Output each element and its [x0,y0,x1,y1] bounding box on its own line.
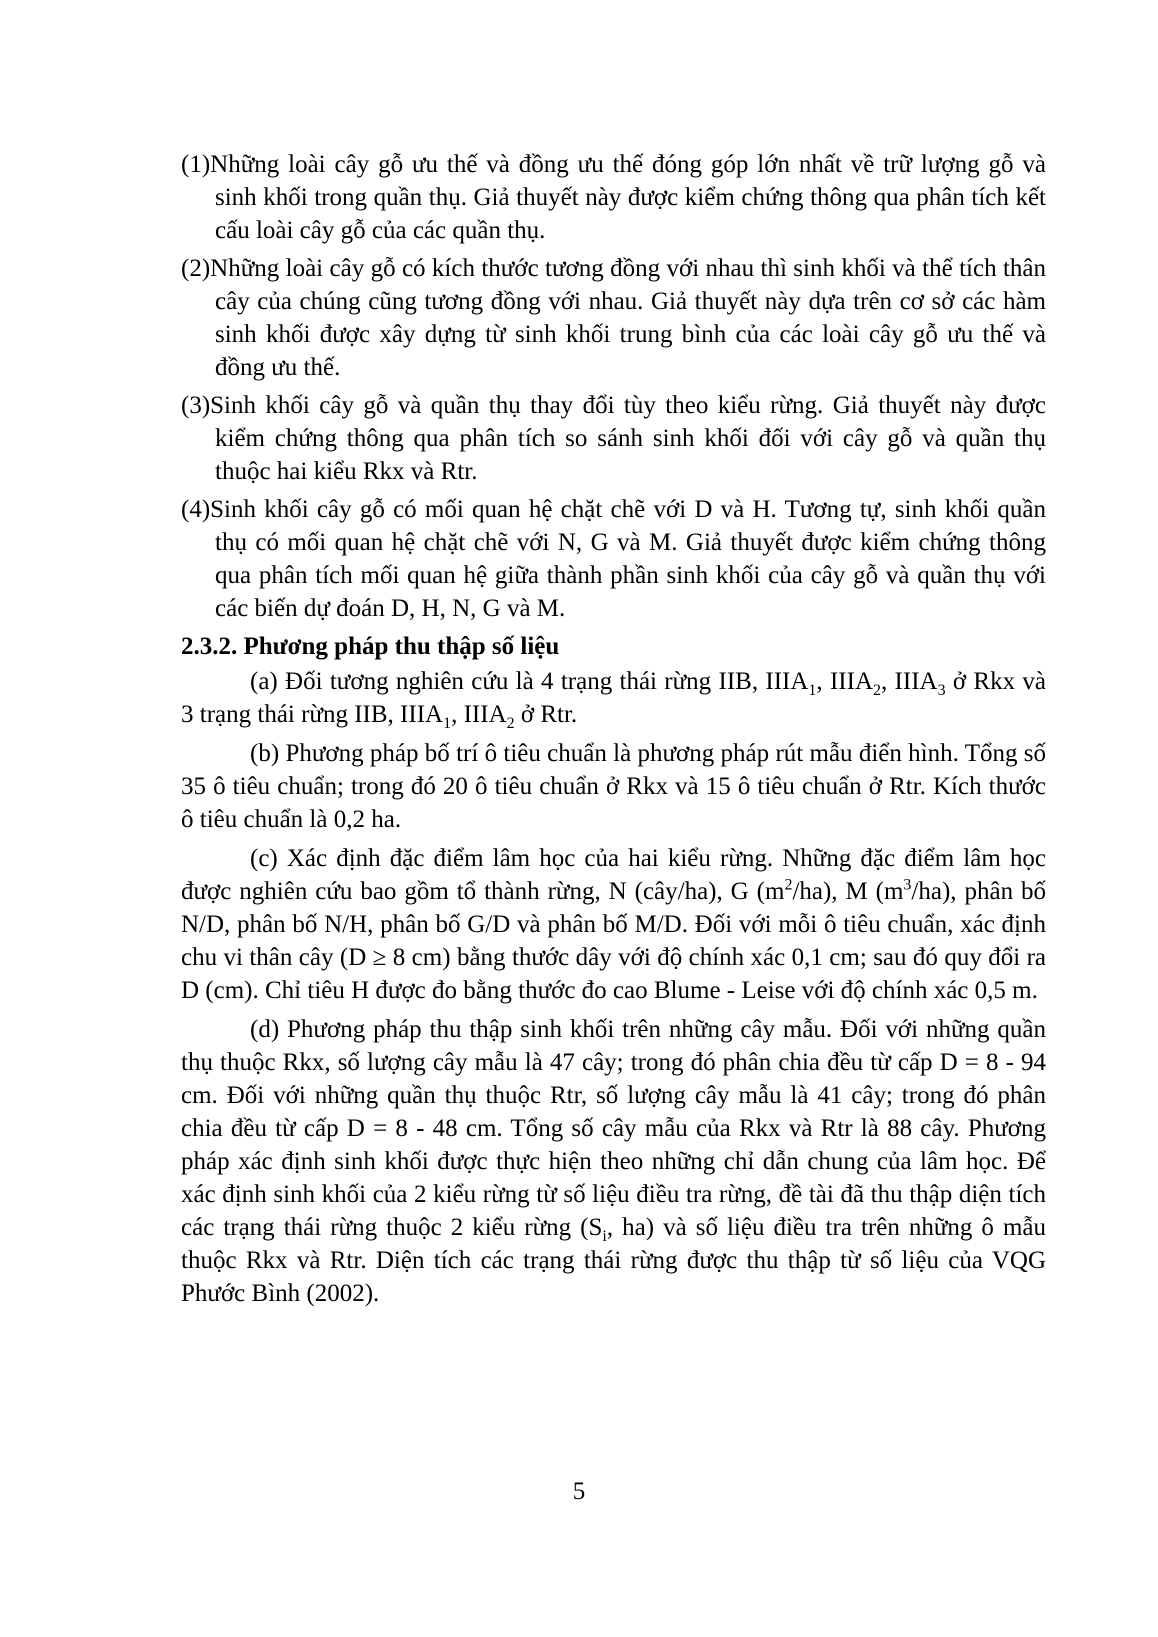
hypothesis-number: (4) [181,496,211,523]
subscript: i [602,1228,607,1245]
hypothesis-number: (1) [181,151,211,178]
text-run: , IIIA [816,668,873,695]
hypothesis-text: Sinh khối cây gỗ và quần thụ thay đổi tùy theo kiểu rừng. Giả thuyết này được kiểm chứng thông qua phân tích so sánh sinh khối đối với cây gỗ và quần thụ thuộc hai kiểu Rkx và Rtr. [210,392,1046,485]
page-number: 5 [572,1478,586,1505]
text-run: (a) Đối tương nghiên cứu là 4 trạng thái rừng IIB, IIIA [250,668,809,695]
hypothesis-3 [181,389,1046,488]
text-run: , ha) và số liệu điều tra trên những ô mẫu thuộc Rkx và Rtr. Diện tích các trạng thái rừng được thu thập từ số liệu của VQG Phước Bình (2002). [181,1214,1046,1307]
text-run: , IIIA [451,701,507,728]
page-content [181,148,1046,1316]
section-title: . Phương pháp thu thập số liệu [231,633,560,660]
text-run: /ha), phân bố N/D, phân bố N/H, phân bố G/D và phân bố M/D. Đối với mỗi ô tiêu chuẩn, xác định chu vi thân cây (D ≥ 8 cm) bằng thước dây với độ chính xác 0,1 cm; sau đó quy đổi ra D (cm). Chỉ tiêu H được đo bằng thước đo cao Blume - Leise với độ chính xác 0,5 m. [181,878,1046,1004]
subscript: 1 [443,715,452,732]
hypothesis-text: Sinh khối cây gỗ có mối quan hệ chặt chẽ với D và H. Tương tự, sinh khối quần thụ có mối quan hệ chặt chẽ với N, G và M. Giả thuyết được kiểm chứng thông qua phân tích mối quan hệ giữa thành phần sinh khối của cây gỗ và quần thụ với các biến dự đoán D, H, N, G và M. [210,496,1046,622]
hypothesis-1 [181,148,1046,247]
hypothesis-text: Những loài cây gỗ ưu thế và đồng ưu thế đóng góp lớn nhất về trữ lượng gỗ và sinh khối trong quần thụ. Giả thuyết này được kiểm chứng thông qua phân tích kết cấu loài cây gỗ của các quần thụ. [210,151,1046,244]
section-number: 2.3.2 [181,633,231,660]
text-run: /ha), M (m [792,878,904,905]
text-run: ở Rkx và 3 trạng thái rừng IIB, IIIA [181,668,1047,728]
section-heading [181,630,1046,663]
hypothesis-2 [181,252,1046,384]
hypothesis-4 [181,493,1046,625]
text-run: (d) Phương pháp thu thập sinh khối trên những cây mẫu. Đối với những quần thụ thuộc Rkx, số lượng cây mẫu là 47 cây; trong đó phân chia đều từ cấp D = 8 - 94 cm. Đối với những quần thụ thuộc Rtr, số lượng cây mẫu là 41 cây; trong đó phân chia đều từ cấp D = 8 - 48 cm. Tổng số cây mẫu của Rkx và Rtr là 88 cây. Phương pháp xác định sinh khối được thực hiện theo những chỉ dẫn chung của lâm học. Để xác định sinh khối của 2 kiểu rừng từ số liệu điều tra rừng, đề tài đã thu thập diện tích các trạng thái rừng thuộc 2 kiểu rừng (S [181,1016,1046,1241]
paragraph-d [181,1013,1046,1310]
hypothesis-number: (3) [181,392,211,419]
text-run: ở Rtr. [514,701,578,728]
text-run: (c) Xác định đặc điểm lâm học của hai kiểu rừng. Những đặc điểm lâm học được nghiên cứu bao gồm tổ thành rừng, N (cây/ha), G (m [181,845,1046,905]
paragraph-b: (b) Phương pháp bố trí ô tiêu chuẩn là phương pháp rút mẫu điển hình. Tổng số 35 ô tiêu chuẩn; trong đó 20 ô tiêu chuẩn ở Rkx và 15 ô tiêu chuẩn ở Rtr. Kích thước ô tiêu chuẩn là 0,2 ha. [181,740,1046,833]
paragraph-a [181,665,1046,731]
subscript: 2 [873,682,881,699]
superscript: 3 [903,876,912,894]
paragraph-c [181,842,1046,1007]
hypothesis-number: (2) [181,255,211,282]
text-run: , IIIA [881,668,938,695]
subscript: 2 [506,715,515,732]
hypothesis-text: Những loài cây gỗ có kích thước tương đồng với nhau thì sinh khối và thể tích thân cây của chúng cũng tương đồng với nhau. Giả thuyết này dựa trên cơ sở các hàm sinh khối được xây dựng từ sinh khối trung bình của các loài cây gỗ ưu thế và đồng ưu thế. [210,255,1046,381]
superscript: 2 [784,876,793,894]
subscript: 3 [937,682,946,699]
subscript: 1 [808,682,817,699]
